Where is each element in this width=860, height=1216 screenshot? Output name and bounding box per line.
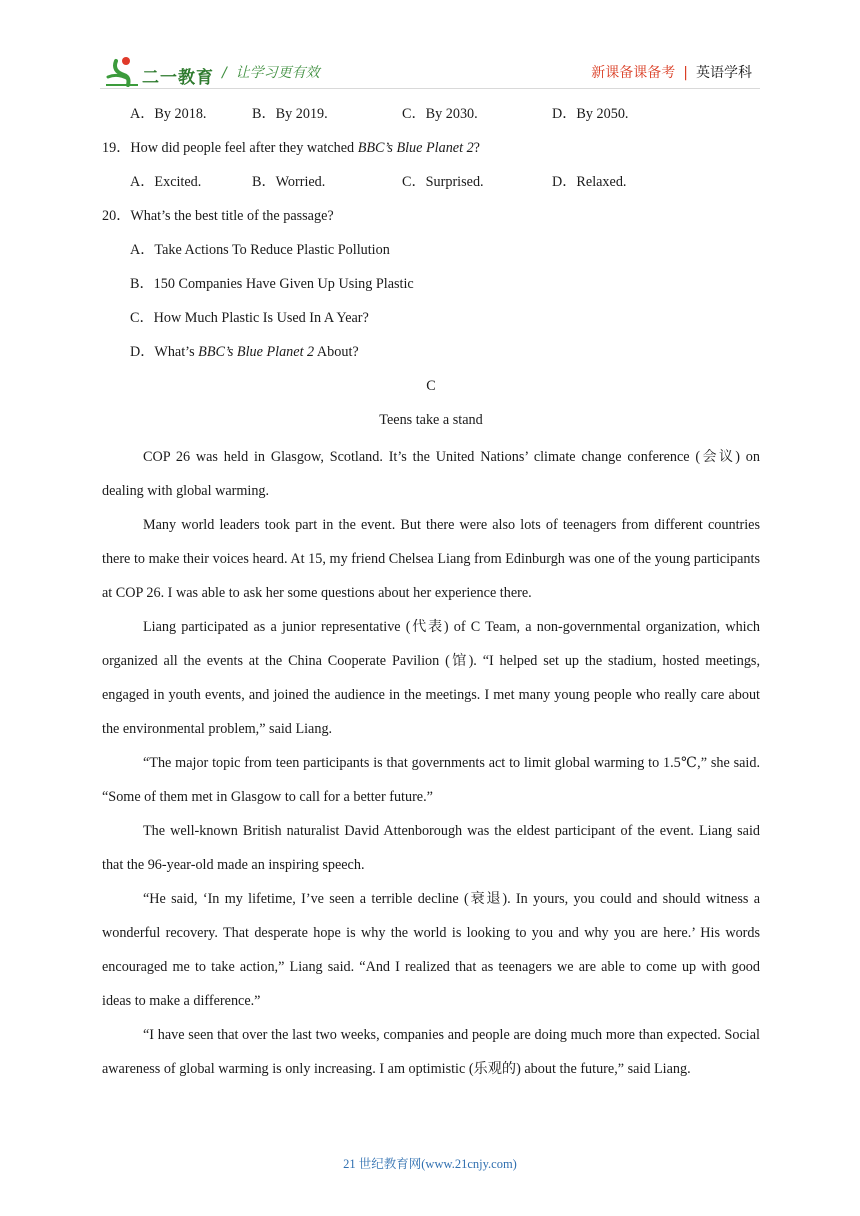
q20-option-b: B．150 Companies Have Given Up Using Plastic	[130, 276, 414, 292]
q19-option-a: A．Excited.	[130, 174, 202, 190]
logo-text: 二一教育	[142, 68, 214, 88]
q20-option-a: A．Take Actions To Reduce Plastic Pollution	[130, 242, 390, 258]
q20-option-c: C．How Much Plastic Is Used In A Year?	[130, 310, 369, 326]
paragraph: “The major topic from teen participants is that governments act to limit global warming to 1.5℃,” she said. “Some of them met in Glasgow to call for a better future.”	[102, 755, 760, 805]
q20-option-d: D．What’s BBC’s Blue Planet 2 About?	[130, 344, 359, 360]
header-divider	[100, 88, 760, 89]
q18-option-c: C．By 2030.	[402, 106, 478, 122]
paragraph: “He said, ‘In my lifetime, I’ve seen a terrible decline (衰退). In yours, you could and should witness a wonderful recovery. That desperate hope is why the world is looking to you and why you are here.’ His words encouraged me to take action,” Liang said. “And I realized that as teenagers we are able to come up with good ideas to make a difference.”	[102, 891, 760, 1009]
header-right	[591, 62, 752, 82]
q18-options	[102, 100, 760, 134]
q19-stem: 19．How did people feel after they watched BBC’s Blue Planet 2?	[102, 140, 480, 156]
paragraph: The well-known British naturalist David Attenborough was the eldest participant of the event. Liang said that the 96-year-old made an inspiring speech.	[102, 823, 760, 873]
paragraph: “I have seen that over the last two weeks, companies and people are doing much more than expected. Social awareness of global warming is only increasing. I am optimistic (乐观的) about the future,” said Liang.	[102, 1027, 760, 1077]
q20-stem: 20．What’s the best title of the passage?	[102, 208, 334, 224]
q18-option-b: B．By 2019.	[252, 106, 328, 122]
q19-option-c: C．Surprised.	[402, 174, 484, 190]
section-label: C	[426, 378, 436, 394]
q19-option-d: D．Relaxed.	[552, 174, 627, 190]
paragraph: Liang participated as a junior representative (代表) of C Team, a non-governmental organization, which organized all the events at the China Cooperate Pavilion (馆). “I helped set up the stadium, hosted meetings, engaged in youth events, and joined the audience in the meetings. I met many young people who really care about the environmental problem,” said Liang.	[102, 619, 760, 737]
q19-options	[102, 168, 760, 202]
header-separator: |	[683, 65, 688, 81]
passage-title: Teens take a stand	[379, 412, 483, 428]
page-footer: 21 世纪教育网(www.21cnjy.com)	[343, 1157, 517, 1171]
page-header	[0, 0, 860, 96]
header-tagline: 新课备课备考	[591, 65, 676, 81]
header-subject: 英语学科	[696, 65, 752, 81]
q18-option-d: D．By 2050.	[552, 106, 629, 122]
paragraph: COP 26 was held in Glasgow, Scotland. It’s the United Nations’ climate change conference (会议) on dealing with global warming.	[102, 449, 760, 499]
q18-option-a: A．By 2018.	[130, 106, 207, 122]
document-body	[102, 100, 760, 1086]
paragraph: Many world leaders took part in the event. But there were also lots of teenagers from different countries there to make their voices heard. At 15, my friend Chelsea Liang from Edinburgh was one of the young participants at COP 26. I was able to ask her some questions about her experience there.	[102, 517, 760, 601]
q19-option-b: B．Worried.	[252, 174, 326, 190]
passage-body	[102, 440, 760, 1086]
header-slogan: / 让学习更有效	[222, 65, 320, 81]
